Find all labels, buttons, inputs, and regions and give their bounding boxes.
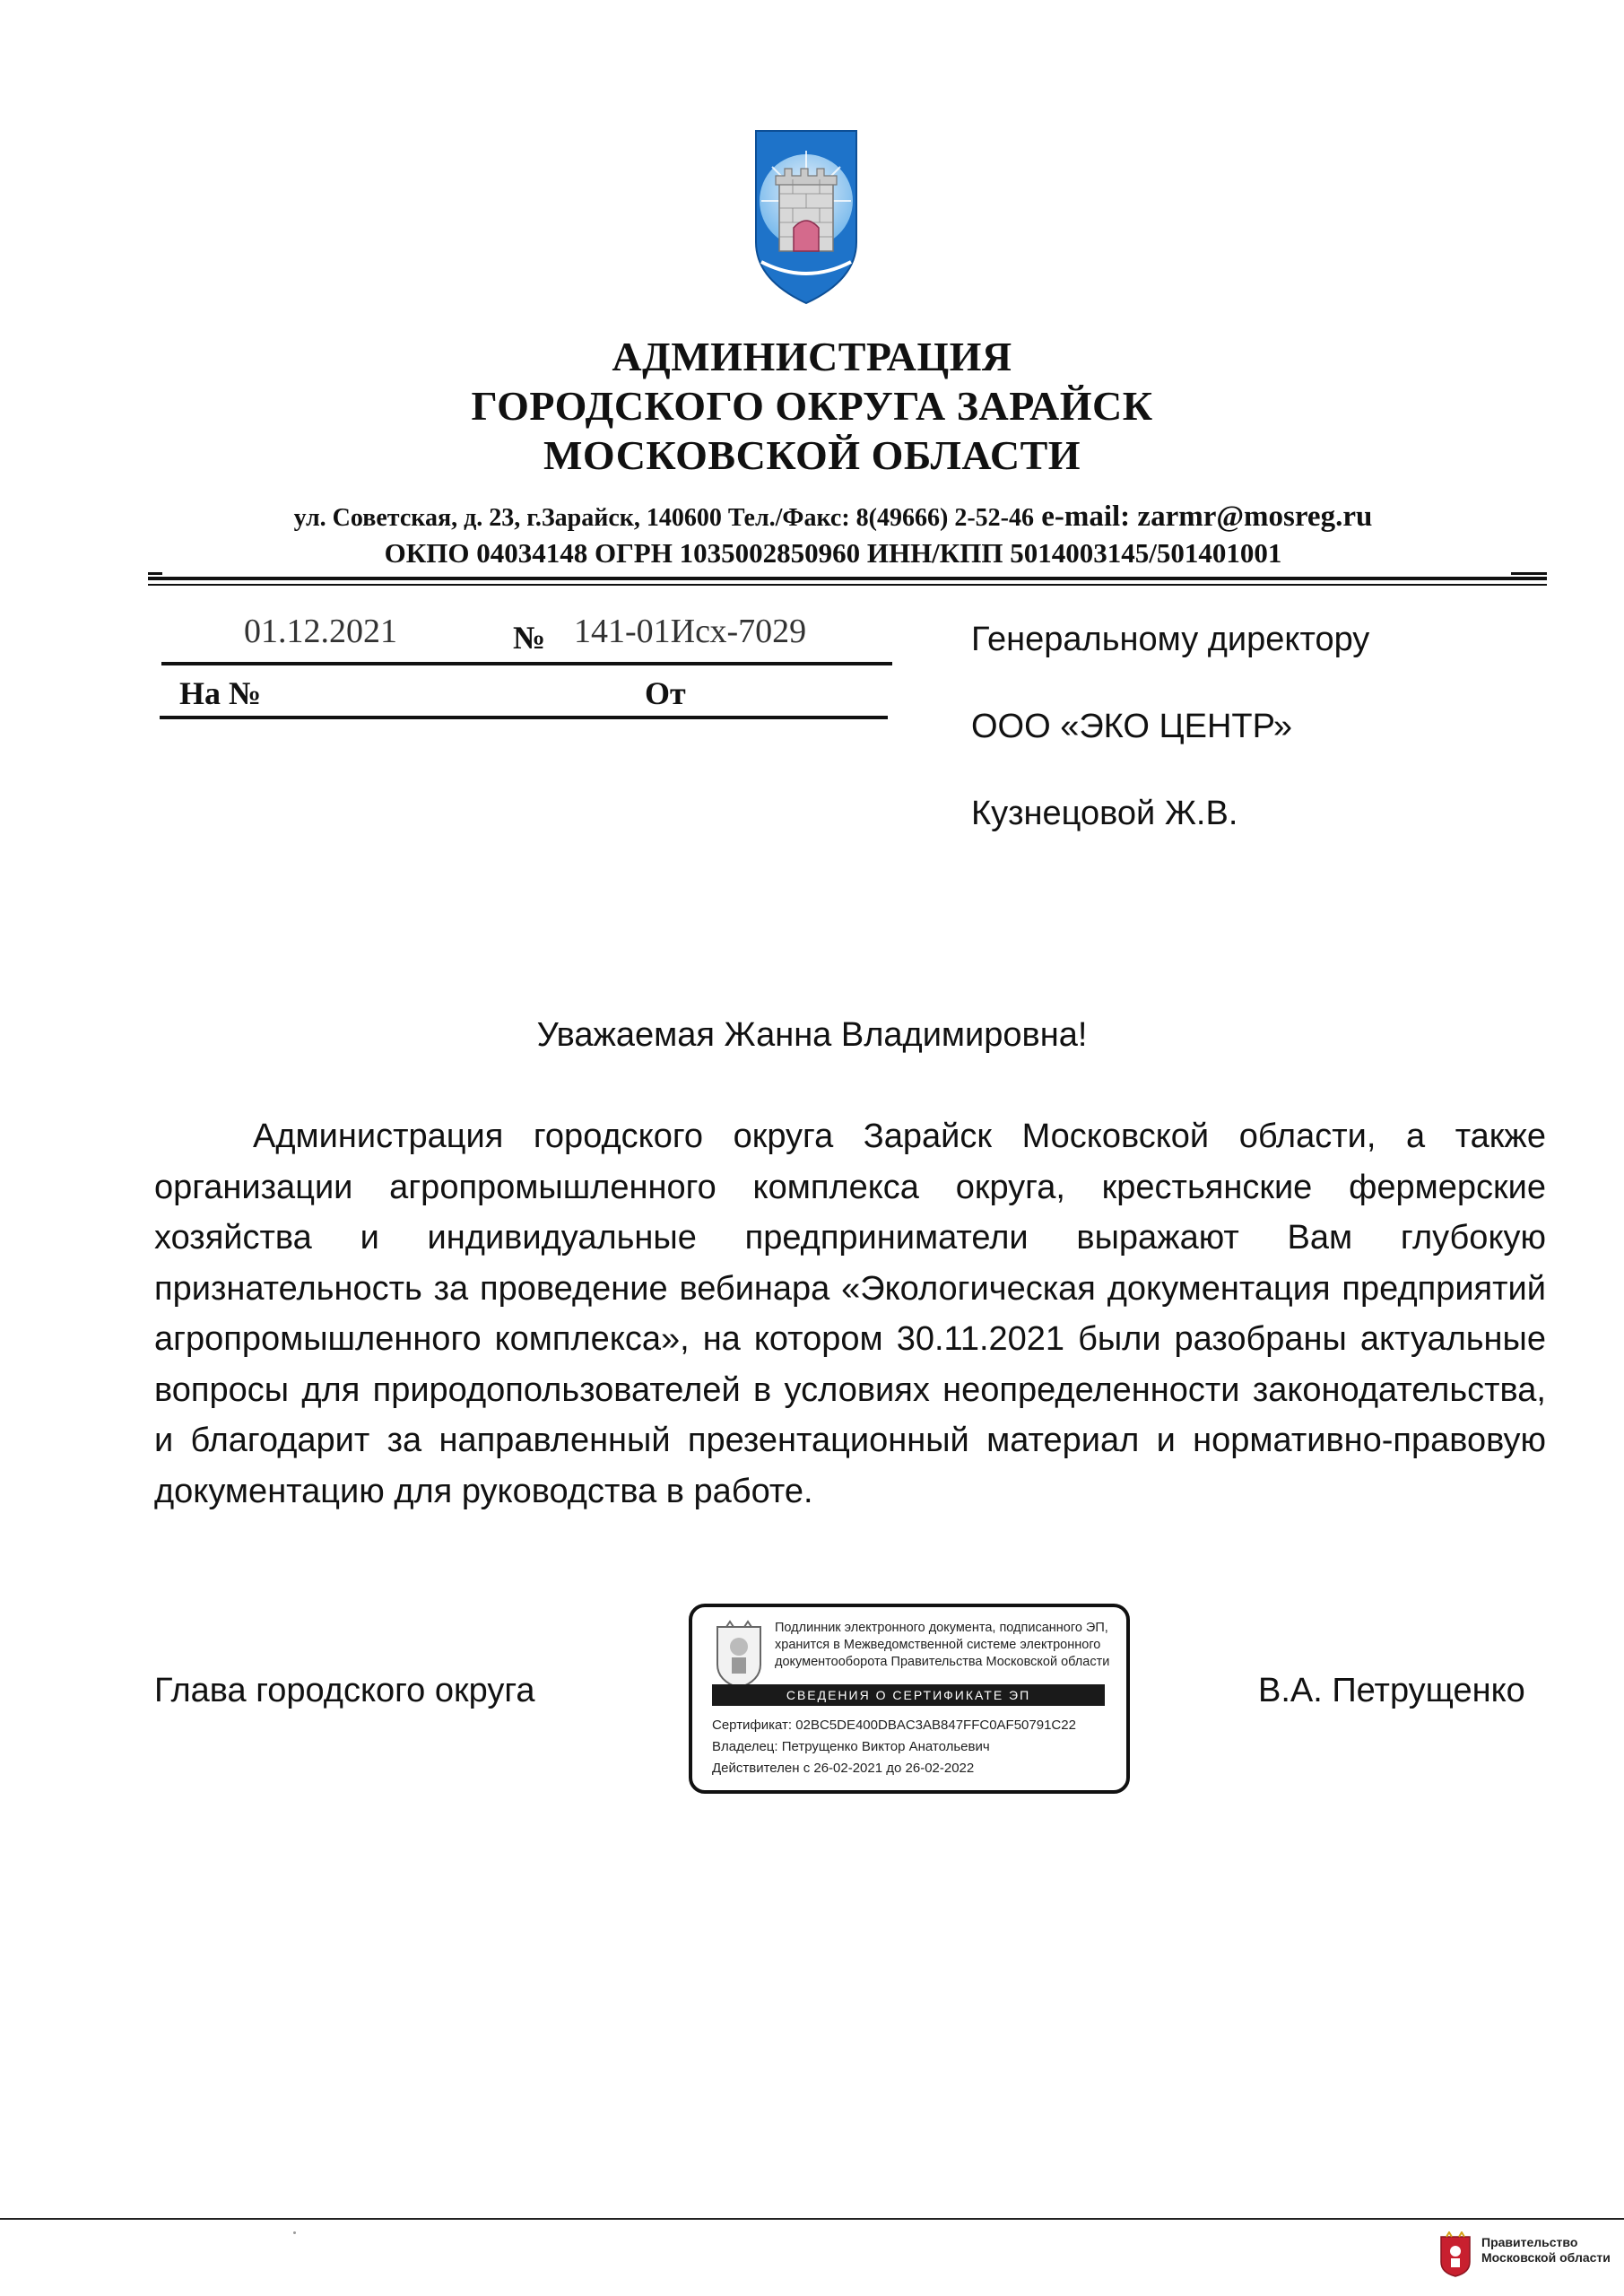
addressee-position: Генеральному директору bbox=[971, 621, 1370, 658]
moscow-region-emblem-icon bbox=[712, 1620, 766, 1692]
signatory-role: Глава городского округа bbox=[154, 1672, 535, 1709]
letter-paragraph: Администрация городского округа Зарайск Московской области, а также организации агропромышленного комплекса округа, крестьянские фермерские хозяйства и индивидуальные предприниматели выражают Вам глубокую признательность за проведение вебинара «Экологическая документация предприятий агропромышленного комплекса», на котором 30.11.2021 были разобраны актуальные вопросы для природопользователей в условиях неопределенности законодательства, и благодарит за направленный презентационный материал и нормативно-правовую документацию для руководства в работе. bbox=[154, 1118, 1546, 1510]
footer-organization bbox=[1481, 2235, 1611, 2266]
org-address: ул. Советская, д. 23, г.Зарайск, 140600 Тел./Факс: 8(49666) 2-52-46 bbox=[293, 504, 1034, 532]
org-title-line-1: АДМИНИСТРАЦИЯ bbox=[612, 334, 1012, 379]
stamp-notice: Подлинник электронного документа, подписанного ЭП, хранится в Межведомственной системе электронного документооборота Правительства Московской области bbox=[775, 1621, 1110, 1669]
moscow-region-emblem-icon bbox=[1437, 2231, 1473, 2278]
org-title-line-2: ГОРОДСКОГО ОКРУГА ЗАРАЙСК bbox=[471, 383, 1153, 429]
signatory-name: В.А. Петрущенко bbox=[1258, 1672, 1525, 1709]
registration-number: 141-01Исх-7029 bbox=[574, 613, 807, 650]
e-signature-stamp bbox=[689, 1604, 1130, 1794]
reference-date-label: От bbox=[645, 675, 686, 711]
letter-body bbox=[154, 1111, 1546, 1517]
footer-org-line-2: Московской области bbox=[1481, 2250, 1611, 2265]
registration-number-sign: № bbox=[513, 620, 546, 656]
registration-rule-2 bbox=[160, 716, 888, 719]
header-rule-accent-left bbox=[148, 572, 162, 575]
footer-org-line-1: Правительство bbox=[1481, 2235, 1578, 2249]
org-codes: ОКПО 04034148 ОГРН 1035002850960 ИНН/КПП 5014003145/501401001 bbox=[384, 537, 1282, 569]
header-rule-accent-right bbox=[1511, 572, 1547, 575]
org-title-line-3: МОСКОВСКОЙ ОБЛАСТИ bbox=[543, 432, 1081, 478]
stamp-validity: Действителен с 26-02-2021 до 26-02-2022 bbox=[712, 1761, 975, 1776]
org-email: e-mail: zarmr@mosreg.ru bbox=[1033, 500, 1373, 533]
letter-greeting: Уважаемая Жанна Владимировна! bbox=[536, 1016, 1088, 1054]
addressee-name: Кузнецовой Ж.В. bbox=[971, 795, 1238, 832]
reference-number-label: На № bbox=[179, 675, 262, 711]
registration-date: 01.12.2021 bbox=[244, 613, 397, 650]
header-rule-thick bbox=[148, 577, 1547, 580]
stamp-certificate-id: Сертификат: 02BC5DE400DBAC3AB847FFC0AF50791C22 bbox=[712, 1718, 1076, 1733]
org-address-line bbox=[0, 501, 1624, 534]
header-rule-thin bbox=[148, 584, 1547, 586]
addressee-organization: ООО «ЭКО ЦЕНТР» bbox=[971, 708, 1292, 745]
stamp-certificate-heading: СВЕДЕНИЯ О СЕРТИФИКАТЕ ЭП bbox=[712, 1684, 1105, 1706]
footer-rule bbox=[0, 2218, 1624, 2220]
footer-mark bbox=[293, 2231, 296, 2234]
coat-of-arms-icon bbox=[752, 127, 860, 307]
registration-rule-1 bbox=[161, 662, 892, 665]
stamp-owner: Владелец: Петрущенко Виктор Анатольевич bbox=[712, 1739, 990, 1754]
